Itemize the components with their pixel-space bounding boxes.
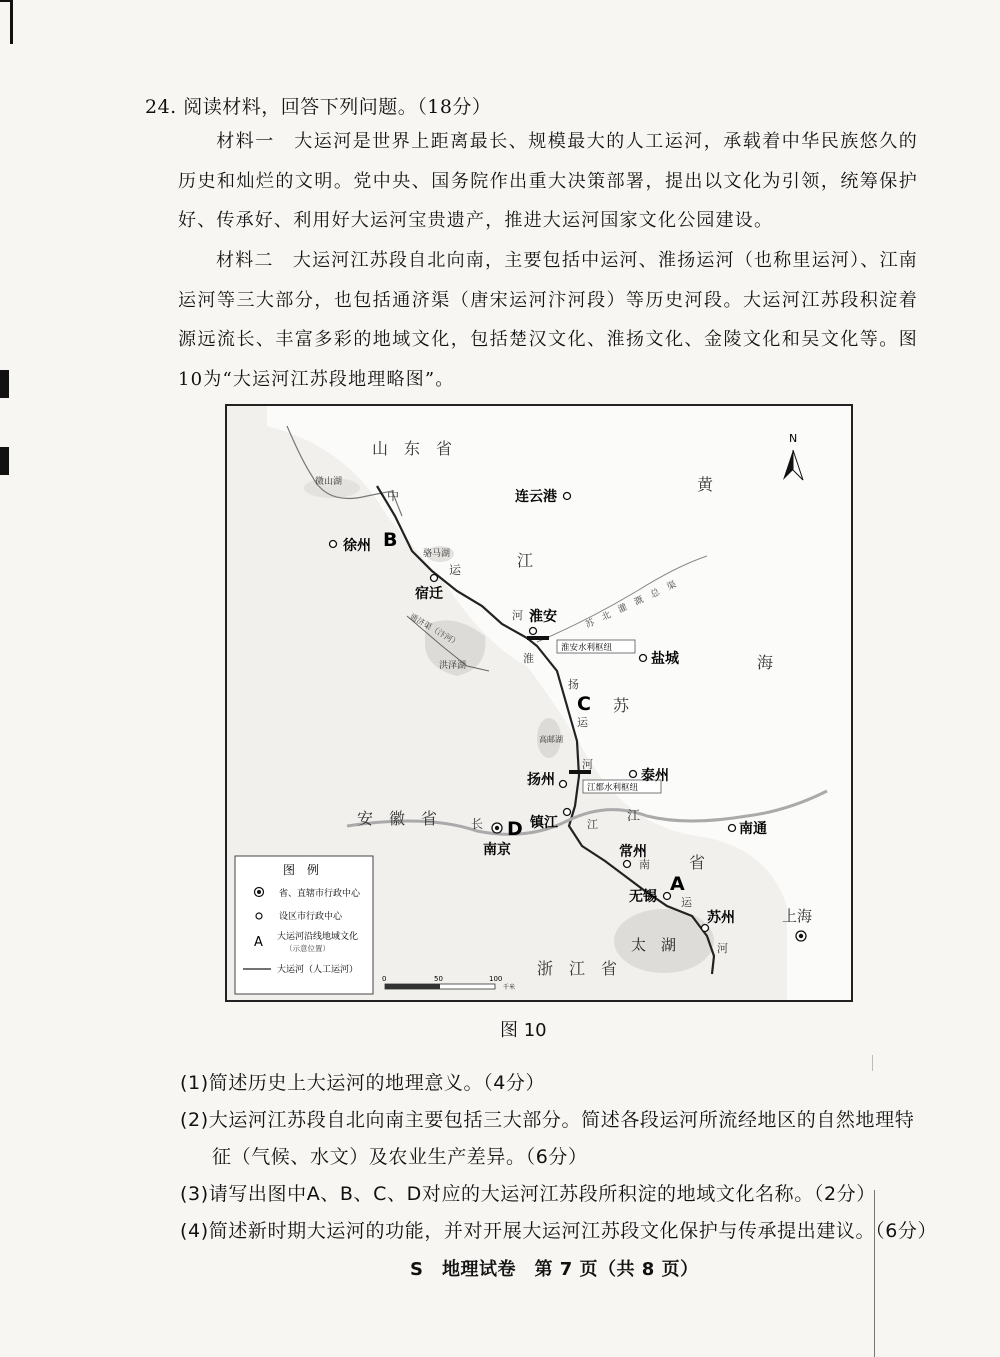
city-yangzhou-label: 扬州 xyxy=(527,772,555,788)
question-title: 24. 阅读材料，回答下列问题。（18分） xyxy=(145,96,492,118)
canal-char-jiang: 江 xyxy=(587,818,598,831)
scale-tick-0: 0 xyxy=(382,975,387,983)
marker-a: A xyxy=(670,873,685,895)
scan-artifact-top-hook xyxy=(0,0,13,2)
jiangsu-su: 苏 xyxy=(613,696,630,715)
legend-culture: 大运河沿线地域文化 xyxy=(277,932,359,942)
city-huaian xyxy=(529,608,557,635)
material-one-text: 材料一 大运河是世界上距离最长、规模最大的人工运河，承载着中华民族悠久的历史和灿烂的文明。党中央、国务院作出重大决策部署，提出以文化为引领，统筹保护好、传承好、利用好大运河宝贵遗产，推进大运河国家文化公园建设。 xyxy=(178,131,918,231)
luoma-lake-label: 骆马湖 xyxy=(423,549,451,559)
shandong-label: 山 东 省 xyxy=(372,439,453,458)
legend-city: 设区市行政中心 xyxy=(279,912,343,922)
huaian-hub-label: 淮安水利枢纽 xyxy=(561,643,613,653)
canal-char-he1: 河 xyxy=(512,609,523,622)
city-wuxi-label: 无锡 xyxy=(629,889,657,905)
scale-tick-50: 50 xyxy=(434,975,443,983)
north-arrow xyxy=(783,432,803,480)
city-suqian-label: 宿迁 xyxy=(415,586,443,602)
figure-caption: 图 10 xyxy=(500,1020,547,1041)
scan-artifact-left-2 xyxy=(0,447,9,475)
city-lianyungang xyxy=(515,488,571,505)
canal-map xyxy=(225,404,853,1002)
city-zhenjiang-label: 镇江 xyxy=(530,815,558,831)
city-nantong xyxy=(729,820,768,837)
marker-b: B xyxy=(383,529,398,551)
canal-char-zhong: 中 xyxy=(387,489,400,503)
huaian-hub-bar xyxy=(527,636,549,640)
tongji-canal-label: 通济渠（汴河） xyxy=(408,611,461,648)
canal-char-nan: 南 xyxy=(639,858,650,871)
yellow-sea-hai: 海 xyxy=(757,653,774,672)
changjiang-chang: 长 xyxy=(471,817,484,831)
canal-char-yun1: 运 xyxy=(449,563,462,577)
city-suzhou-label: 苏州 xyxy=(707,910,735,926)
scale-unit: 千米 xyxy=(503,984,516,991)
city-nanjing-label: 南京 xyxy=(483,842,511,858)
legend-capital: 省、直辖市行政中心 xyxy=(279,889,361,899)
weishan-lake-label: 微山湖 xyxy=(315,477,343,487)
yellow-sea-huang: 黄 xyxy=(697,475,714,494)
hongze-lake-label: 洪泽湖 xyxy=(439,661,467,671)
city-huaian-label: 淮安 xyxy=(529,609,557,625)
city-yancheng-label: 盐城 xyxy=(651,651,679,667)
subquestion-3: (3)请写出图中A、B、C、D对应的大运河江苏段所积淀的地域文化名称。（2分） xyxy=(180,1183,876,1205)
canal-char-he3: 河 xyxy=(717,942,728,955)
canal-char-he2: 河 xyxy=(582,758,593,771)
anhui-label: 安 徽 省 xyxy=(357,809,438,828)
scan-artifact-left-1 xyxy=(0,370,9,398)
jiangsu-jiang: 江 xyxy=(517,551,534,570)
material-one xyxy=(178,122,918,241)
subquestion-1: (1)简述历史上大运河的地理意义。（4分） xyxy=(180,1072,546,1094)
city-nantong-label: 南通 xyxy=(739,821,767,837)
shanghai-label: 上海 xyxy=(782,907,813,925)
north-arrow-label: N xyxy=(789,432,798,445)
marker-c: C xyxy=(577,693,591,715)
subei-canal-line xyxy=(537,556,707,642)
changjiang-jiang: 江 xyxy=(627,809,641,824)
legend-culture-note: （示意位置） xyxy=(285,944,330,953)
canal-map-svg xyxy=(227,406,851,1000)
tai-lake-label: 太 湖 xyxy=(631,936,677,954)
subei-canal-label: 苏 北 灌 溉 总 渠 xyxy=(584,579,679,631)
city-xuzhou-label: 徐州 xyxy=(343,538,371,554)
material-two-text: 材料二 大运河江苏段自北向南，主要包括中运河、淮扬运河（也称里运河）、江南运河等三大部分，也包括通济渠（唐宋运河汴河段）等历史河段。大运河江苏段积淀着源远流长、丰富多彩的地域文化，包括楚汉文化、淮扬文化、金陵文化和吴文化等。图10为“大运河江苏段地理略图”。 xyxy=(178,250,918,390)
city-changzhou-label: 常州 xyxy=(619,844,647,860)
material-two xyxy=(178,241,918,399)
city-taizhou-label: 泰州 xyxy=(641,768,669,784)
subquestion-4: (4)简述新时期大运河的功能，并对开展大运河江苏段文化保护与传承提出建议。（6分） xyxy=(180,1220,938,1242)
map-legend xyxy=(235,856,373,994)
jiangdu-hub-label: 江都水利枢纽 xyxy=(587,783,639,793)
city-yancheng xyxy=(640,650,680,667)
legend-canal: 大运河（人工运河） xyxy=(277,965,359,975)
canal-char-yun2: 运 xyxy=(577,716,588,729)
city-shanghai-marker xyxy=(796,931,806,941)
zhejiang-label: 浙 江 省 xyxy=(537,959,618,978)
canal-char-huai: 淮 xyxy=(523,652,534,665)
page-footer: S 地理试卷 第 7 页（共 8 页） xyxy=(410,1259,699,1280)
legend-culture-letter: A xyxy=(254,935,263,950)
canal-char-yun3: 运 xyxy=(681,896,692,909)
canal-char-yang: 扬 xyxy=(568,678,579,691)
legend-title: 图 例 xyxy=(283,863,320,877)
jiangsu-sheng: 省 xyxy=(689,853,706,872)
subquestion-2-continued: 征（气候、水文）及农业生产差异。（6分） xyxy=(212,1146,588,1168)
scan-artifact-right-dots xyxy=(872,1055,873,1071)
subquestion-2: (2)大运河江苏段自北向南主要包括三大部分。简述各段运河所流经地区的自然地理特 xyxy=(180,1109,915,1131)
scale-tick-100: 100 xyxy=(489,975,503,983)
gaoyou-lake-label: 高邮湖 xyxy=(539,735,563,744)
scan-artifact-top xyxy=(10,0,13,44)
marker-d: D xyxy=(507,818,523,840)
city-lianyungang-label: 连云港 xyxy=(515,489,557,505)
